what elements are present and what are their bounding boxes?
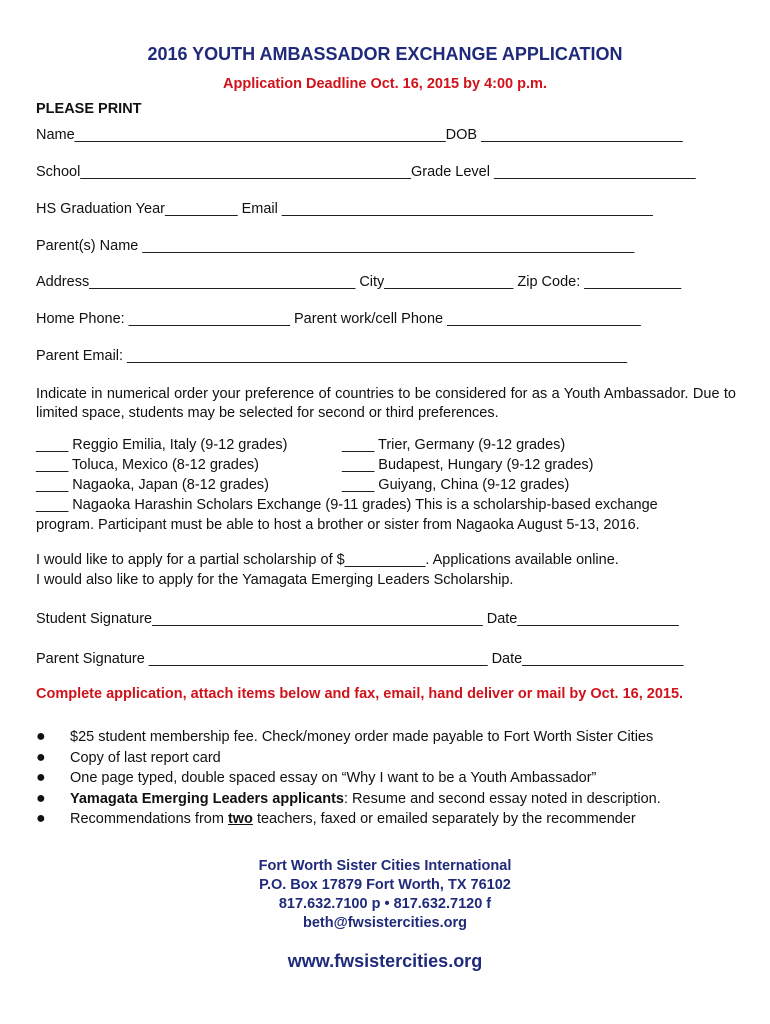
school-grade-line[interactable]: School_________________________________________Grade Level _________________________	[36, 164, 696, 180]
country-option[interactable]: ____ Trier, Germany (9-12 grades)	[342, 437, 566, 453]
yamagata-scholarship-line: I would also like to apply for the Yamagata Emerging Leaders Scholarship.	[36, 572, 514, 588]
country-option[interactable]: ____ Nagaoka, Japan (8-12 grades)	[36, 477, 269, 493]
bullet-icon: ●	[36, 748, 46, 766]
org-email[interactable]: beth@fwsistercities.org	[302, 915, 467, 931]
list-item	[36, 748, 661, 769]
requirement-text: Recommendations from	[70, 811, 228, 827]
requirement-text: teachers, faxed or emailed separately by the recommender	[252, 811, 636, 827]
list-item	[36, 809, 661, 830]
name-dob-line[interactable]: Name______________________________________________DOB _________________________	[36, 127, 683, 143]
country-option[interactable]: ____ Toluca, Mexico (8-12 grades)	[36, 457, 259, 473]
list-item	[36, 768, 661, 789]
parent-email-line[interactable]: Parent Email: ______________________________________________________________	[36, 348, 628, 364]
requirement-emphasis: two	[227, 811, 253, 827]
preference-instructions: Indicate in numerical order your preference of countries to be considered for as a Youth Ambassador. Due to limited space, students may be selected for second or third preferences.	[36, 386, 736, 421]
bullet-icon: ●	[36, 728, 46, 745]
requirement-text: One page typed, double spaced essay on “Why I want to be a Youth Ambassador”	[70, 770, 597, 786]
requirements-list	[36, 727, 661, 830]
submission-instructions: Complete application, attach items below and fax, email, hand deliver or mail by Oct. 16, 2015.	[36, 686, 684, 702]
graduation-email-line[interactable]: HS Graduation Year_________ Email ______________________________________________	[36, 201, 653, 217]
deadline-notice: Application Deadline Oct. 16, 2015 by 4:00 p.m.	[223, 76, 547, 92]
harashin-note: program. Participant must be able to host a brother or sister from Nagaoka August 5-13, 2016.	[36, 517, 640, 533]
country-option[interactable]: ____ Reggio Emilia, Italy (9-12 grades)	[36, 437, 288, 453]
form-title: 2016 YOUTH AMBASSADOR EXCHANGE APPLICATION	[147, 44, 623, 64]
bullet-icon: ●	[36, 789, 46, 807]
org-phones: 817.632.7100 p • 817.632.7120 f	[278, 896, 492, 912]
requirement-text: : Resume and second essay noted in description.	[344, 790, 661, 807]
parent-signature-line[interactable]: Parent Signature __________________________________________ Date____________________	[36, 651, 684, 667]
requirement-text: $25 student membership fee. Check/money order made payable to Fort Worth Sister Cities	[70, 729, 654, 745]
org-name: Fort Worth Sister Cities International	[258, 858, 512, 874]
website-link[interactable]: www.fwsistercities.org	[287, 951, 483, 971]
bullet-icon: ●	[36, 769, 46, 786]
list-item	[36, 727, 661, 748]
requirement-text: Copy of last report card	[70, 749, 221, 766]
harashin-option[interactable]: ____ Nagaoka Harashin Scholars Exchange (9-11 grades) This is a scholarship-based exchange	[36, 497, 658, 513]
country-option[interactable]: ____ Budapest, Hungary (9-12 grades)	[342, 457, 594, 473]
parents-name-line[interactable]: Parent(s) Name _____________________________________________________________	[36, 238, 635, 254]
country-option[interactable]: ____ Guiyang, China (9-12 grades)	[342, 477, 570, 493]
bullet-icon: ●	[36, 810, 46, 827]
student-signature-line[interactable]: Student Signature_________________________________________ Date____________________	[36, 611, 679, 627]
phone-line[interactable]: Home Phone: ____________________ Parent work/cell Phone ________________________	[36, 311, 641, 327]
address-line[interactable]: Address_________________________________ City________________ Zip Code: ____________	[36, 274, 682, 290]
please-print-label: PLEASE PRINT	[36, 101, 142, 117]
scholarship-line[interactable]: I would like to apply for a partial scholarship of $__________. Applications available online.	[36, 552, 619, 568]
org-address: P.O. Box 17879 Fort Worth, TX 76102	[259, 877, 511, 893]
requirement-text-bold: Yamagata Emerging Leaders applicants	[70, 790, 344, 807]
list-item	[36, 789, 661, 810]
